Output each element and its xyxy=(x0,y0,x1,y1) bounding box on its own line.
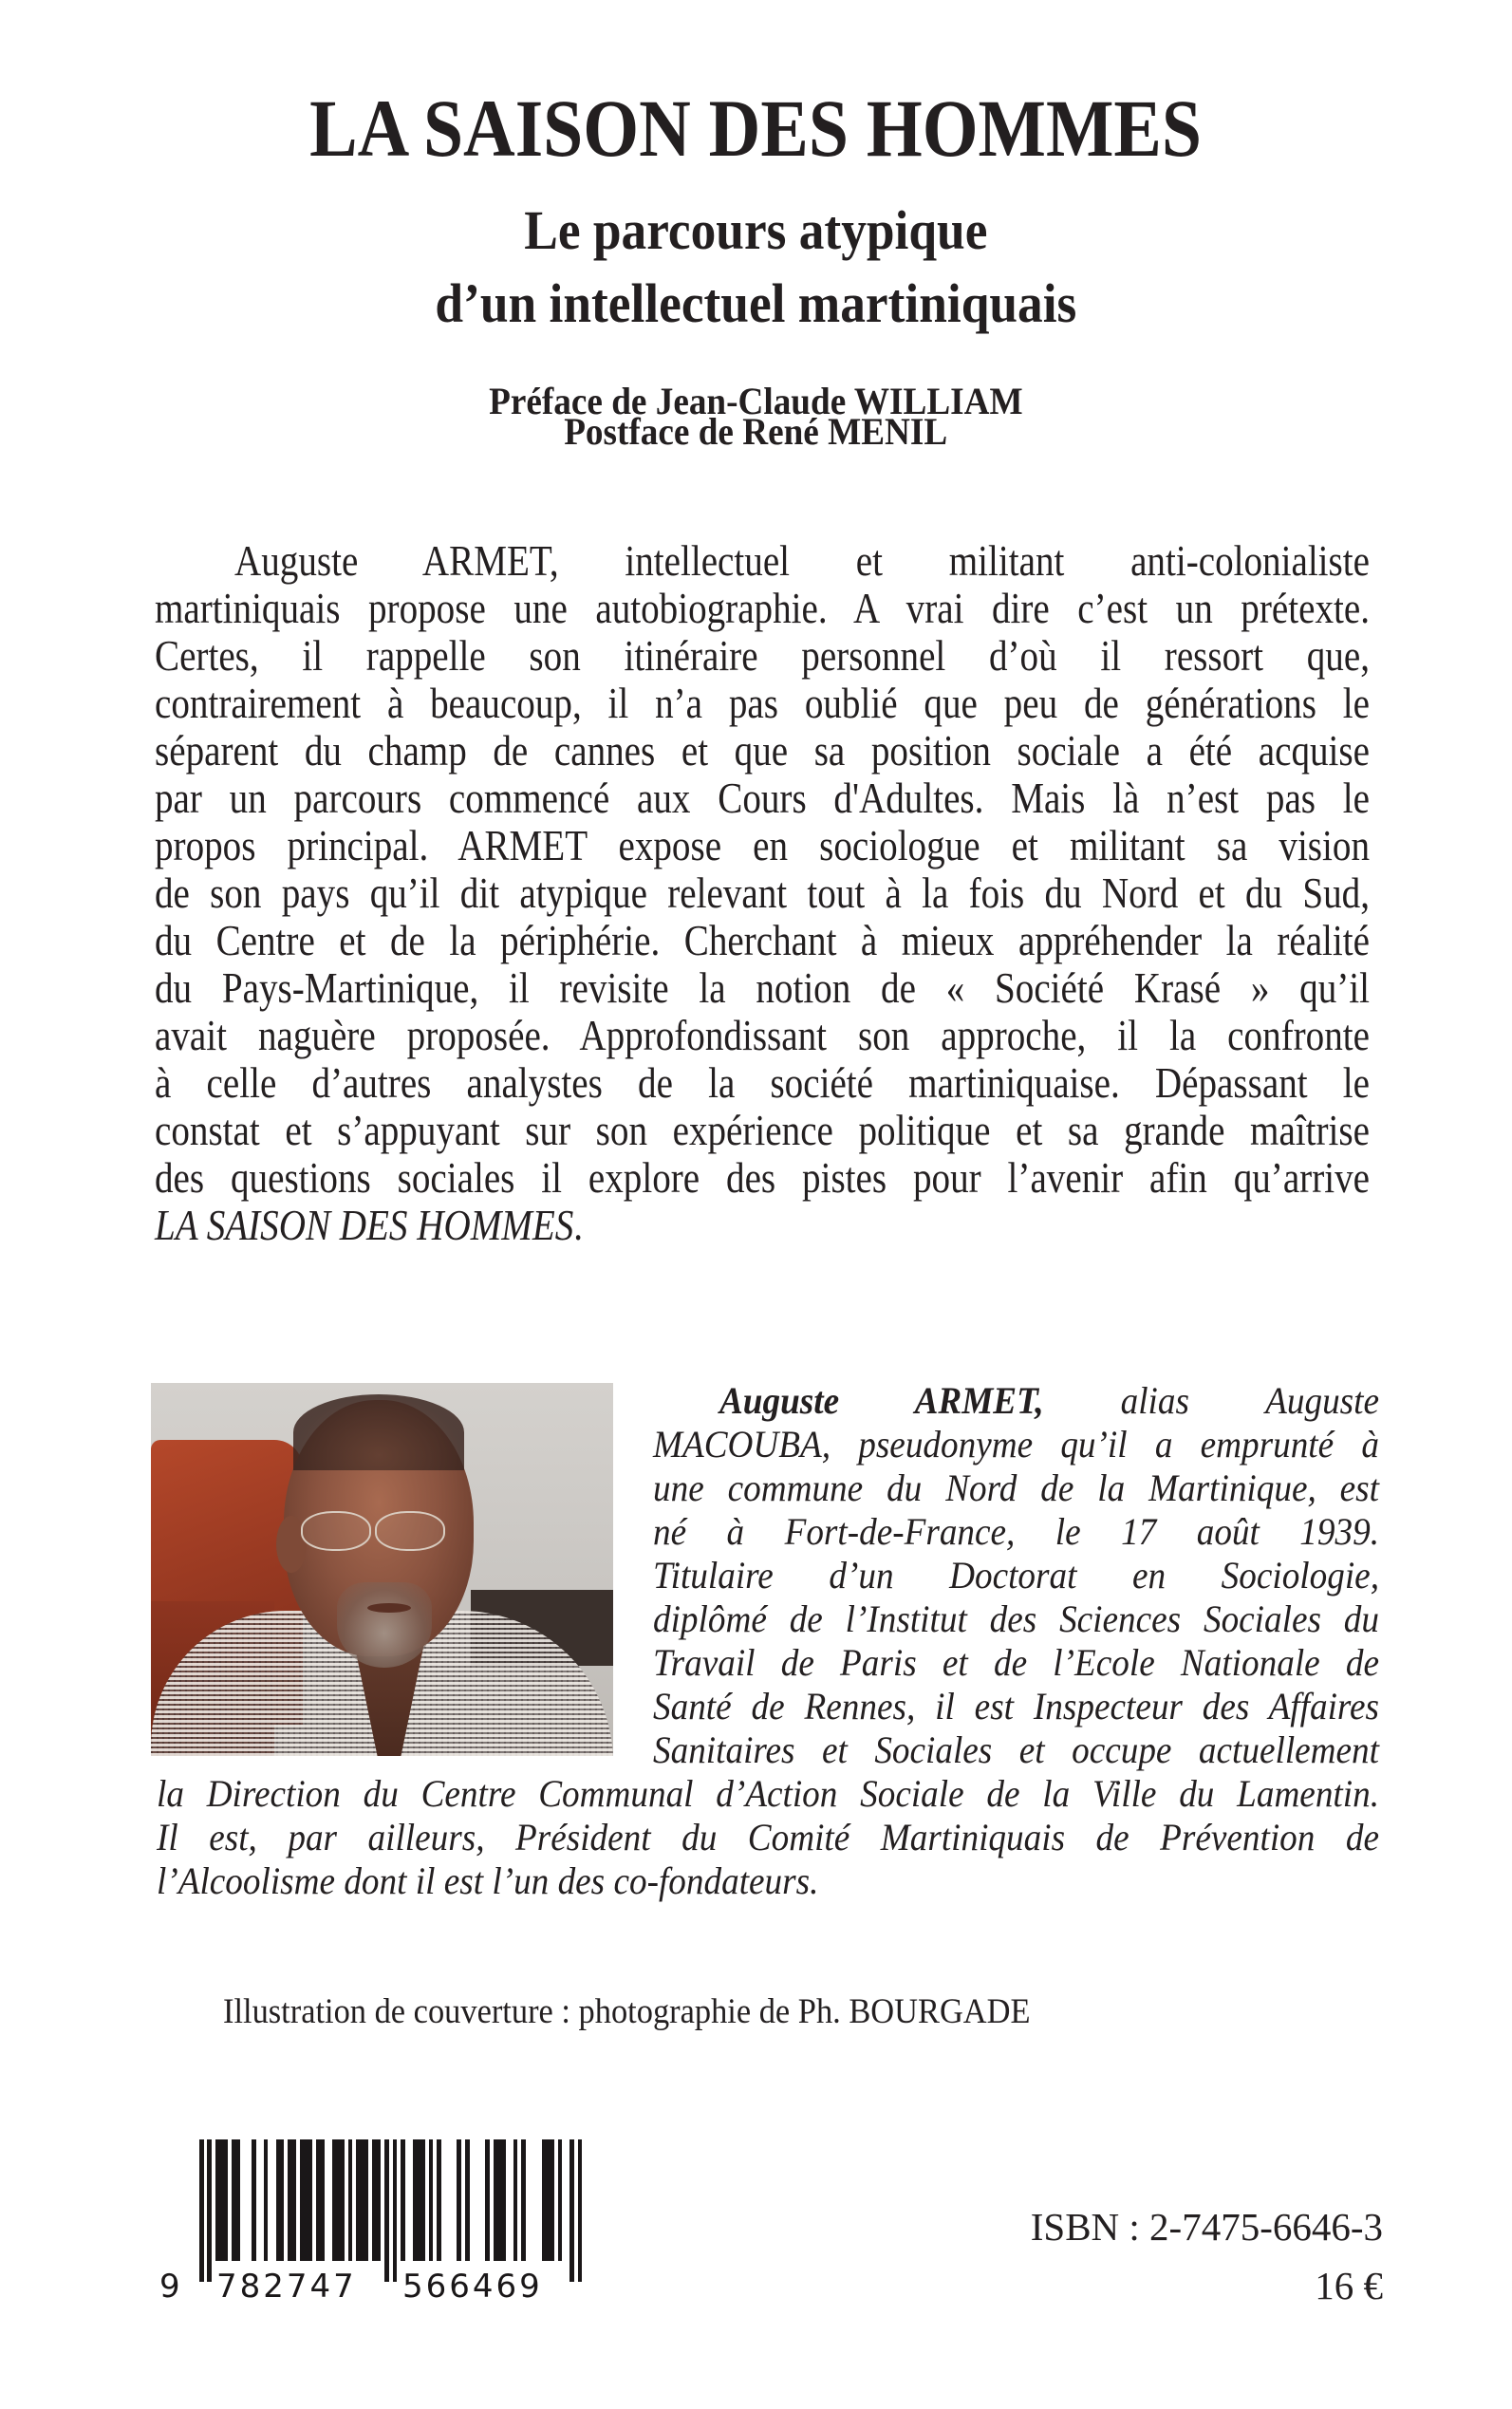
barcode-bar xyxy=(465,2139,470,2261)
bio-line: Il est, par ailleurs, Président du Comité Martiniquais de Prévention de xyxy=(157,1816,1379,1858)
barcode-bar xyxy=(437,2139,441,2261)
summary-line: propos principal. ARMET expose en sociologue et militant sa vision xyxy=(155,821,1370,869)
barcode-bar xyxy=(207,2139,212,2282)
photo-glasses-left xyxy=(301,1511,371,1551)
summary-line: constat et s’appuyant sur son expérience politique et sa grande maîtrise xyxy=(155,1106,1370,1154)
book-title-text: LA SAISON DES HOMMES xyxy=(309,83,1203,174)
barcode-bar xyxy=(501,2139,506,2261)
barcode-bar xyxy=(308,2139,313,2261)
summary-line: à celle d’autres analystes de la société martiniquaise. Dépassant le xyxy=(155,1058,1370,1107)
summary-line: avait naguère proposée. Approfondissant son approche, il la confronte xyxy=(155,1011,1370,1059)
barcode-bar xyxy=(264,2139,269,2261)
barcode-bar xyxy=(393,2139,398,2282)
postface-credit xyxy=(0,410,1512,453)
barcode-bar xyxy=(199,2139,204,2282)
barcode-bar xyxy=(235,2139,240,2261)
summary-line: Auguste ARMET, intellectuel et militant anti-colonialiste xyxy=(234,536,1370,585)
summary-line: par un parcours commencé aux Cours d'Adultes. Mais là n’est pas le xyxy=(155,774,1370,822)
photo-mouth xyxy=(367,1603,411,1613)
subtitle-text-2: d’un intellectuel martiniquais xyxy=(435,272,1077,334)
barcode-left-digits: 782747 xyxy=(216,2268,357,2306)
barcode-bar xyxy=(292,2139,297,2261)
cover-illustration-credit xyxy=(223,1994,1092,2029)
barcode-bar xyxy=(377,2139,382,2261)
bio-line: la Direction du Centre Communal d’Action Sociale de la Ville du Lamentin. xyxy=(157,1772,1379,1815)
barcode-bar xyxy=(521,2139,526,2261)
barcode-bar xyxy=(550,2139,554,2261)
barcode-bar xyxy=(280,2139,285,2261)
bio-line-first xyxy=(719,1379,1379,1422)
barcode-bar xyxy=(558,2139,563,2261)
barcode-bar xyxy=(384,2139,389,2282)
barcode-right-digits: 566469 xyxy=(402,2268,543,2306)
barcode-bar xyxy=(364,2139,369,2261)
barcode-bar xyxy=(429,2139,434,2261)
preface-text: Préface de Jean-Claude WILLIAM xyxy=(489,380,1023,422)
isbn: ISBN : 2-7475-6646-3 xyxy=(1030,2205,1383,2249)
barcode-first-digit: 9 xyxy=(159,2268,180,2306)
bio-line: une commune du Nord de la Martinique, est xyxy=(653,1466,1379,1509)
summary-last-line xyxy=(155,1201,584,1249)
bio-first-line-rest: alias Auguste xyxy=(1120,1379,1379,1422)
bio-line: diplômé de l’Institut des Sciences Sociales du xyxy=(653,1597,1379,1640)
barcode-bar xyxy=(223,2139,228,2261)
subtitle-line-2 xyxy=(0,272,1512,334)
barcode-bar xyxy=(340,2139,345,2261)
photo-beard xyxy=(337,1582,432,1668)
summary-line: de son pays qu’il dit atypique relevant tout à la fois du Nord et du Sud, xyxy=(155,868,1370,917)
credit-text: Illustration de couverture : photographie de Ph. BOURGADE xyxy=(223,1992,1031,2031)
bio-line: Titulaire d’un Doctorat en Sociologie, xyxy=(653,1554,1379,1597)
sentence-end: . xyxy=(573,1201,584,1249)
book-title xyxy=(0,83,1512,174)
summary-line: Certes, il rappelle son itinéraire personnel d’où il ressort que, xyxy=(155,631,1370,680)
barcode-bar xyxy=(569,2139,574,2282)
bio-line: né à Fort-de-France, le 17 août 1939. xyxy=(653,1510,1379,1553)
barcode-bar xyxy=(348,2139,353,2261)
bio-line: MACOUBA, pseudonyme qu’il a emprunté à xyxy=(653,1423,1379,1466)
bio-line: Sanitaires et Sociales et occupe actuellement xyxy=(653,1728,1379,1771)
subtitle-text-1: Le parcours atypique xyxy=(524,199,988,261)
summary-line: séparent du champ de cannes et que sa position sociale a été acquise xyxy=(155,726,1370,775)
author-name: Auguste ARMET, xyxy=(719,1379,1044,1422)
ean-barcode xyxy=(199,2139,582,2282)
subtitle-line-1 xyxy=(0,199,1512,261)
bio-line-last: l’Alcoolisme dont il est l’un des co-fondateurs. xyxy=(157,1859,819,1902)
summary-line: des questions sociales il explore des pistes pour l’avenir afin qu’arrive xyxy=(155,1153,1370,1202)
summary-line: martiniquais propose une autobiographie. A vrai dire c’est un prétexte. xyxy=(155,584,1370,632)
author-photo xyxy=(151,1383,613,1756)
summary-line: du Pays-Martinique, il revisite la notion de « Société Krasé » qu’il xyxy=(155,963,1370,1012)
bio-line: Travail de Paris et de l’Ecole Nationale de xyxy=(653,1641,1379,1684)
book-title-italic: LA SAISON DES HOMMES xyxy=(155,1201,574,1249)
barcode-bar xyxy=(252,2139,256,2261)
barcode-bar xyxy=(485,2139,490,2261)
summary-line: du Centre et de la périphérie. Cherchant à mieux appréhender la réalité xyxy=(155,916,1370,964)
bio-line: Santé de Rennes, il est Inspecteur des Affaires xyxy=(653,1685,1379,1727)
photo-hair xyxy=(293,1394,464,1470)
barcode-bar xyxy=(320,2139,325,2261)
barcode-bar xyxy=(420,2139,425,2261)
summary-line: contrairement à beaucoup, il n’a pas oublié que peu de générations le xyxy=(155,679,1370,727)
barcode-bar xyxy=(401,2139,405,2261)
barcode-bar xyxy=(578,2139,583,2282)
postface-text: Postface de René MENIL xyxy=(564,410,948,453)
photo-glasses-right xyxy=(375,1511,445,1551)
barcode-bar xyxy=(457,2139,461,2261)
barcode-bar xyxy=(513,2139,518,2261)
price: 16 € xyxy=(1315,2264,1383,2307)
